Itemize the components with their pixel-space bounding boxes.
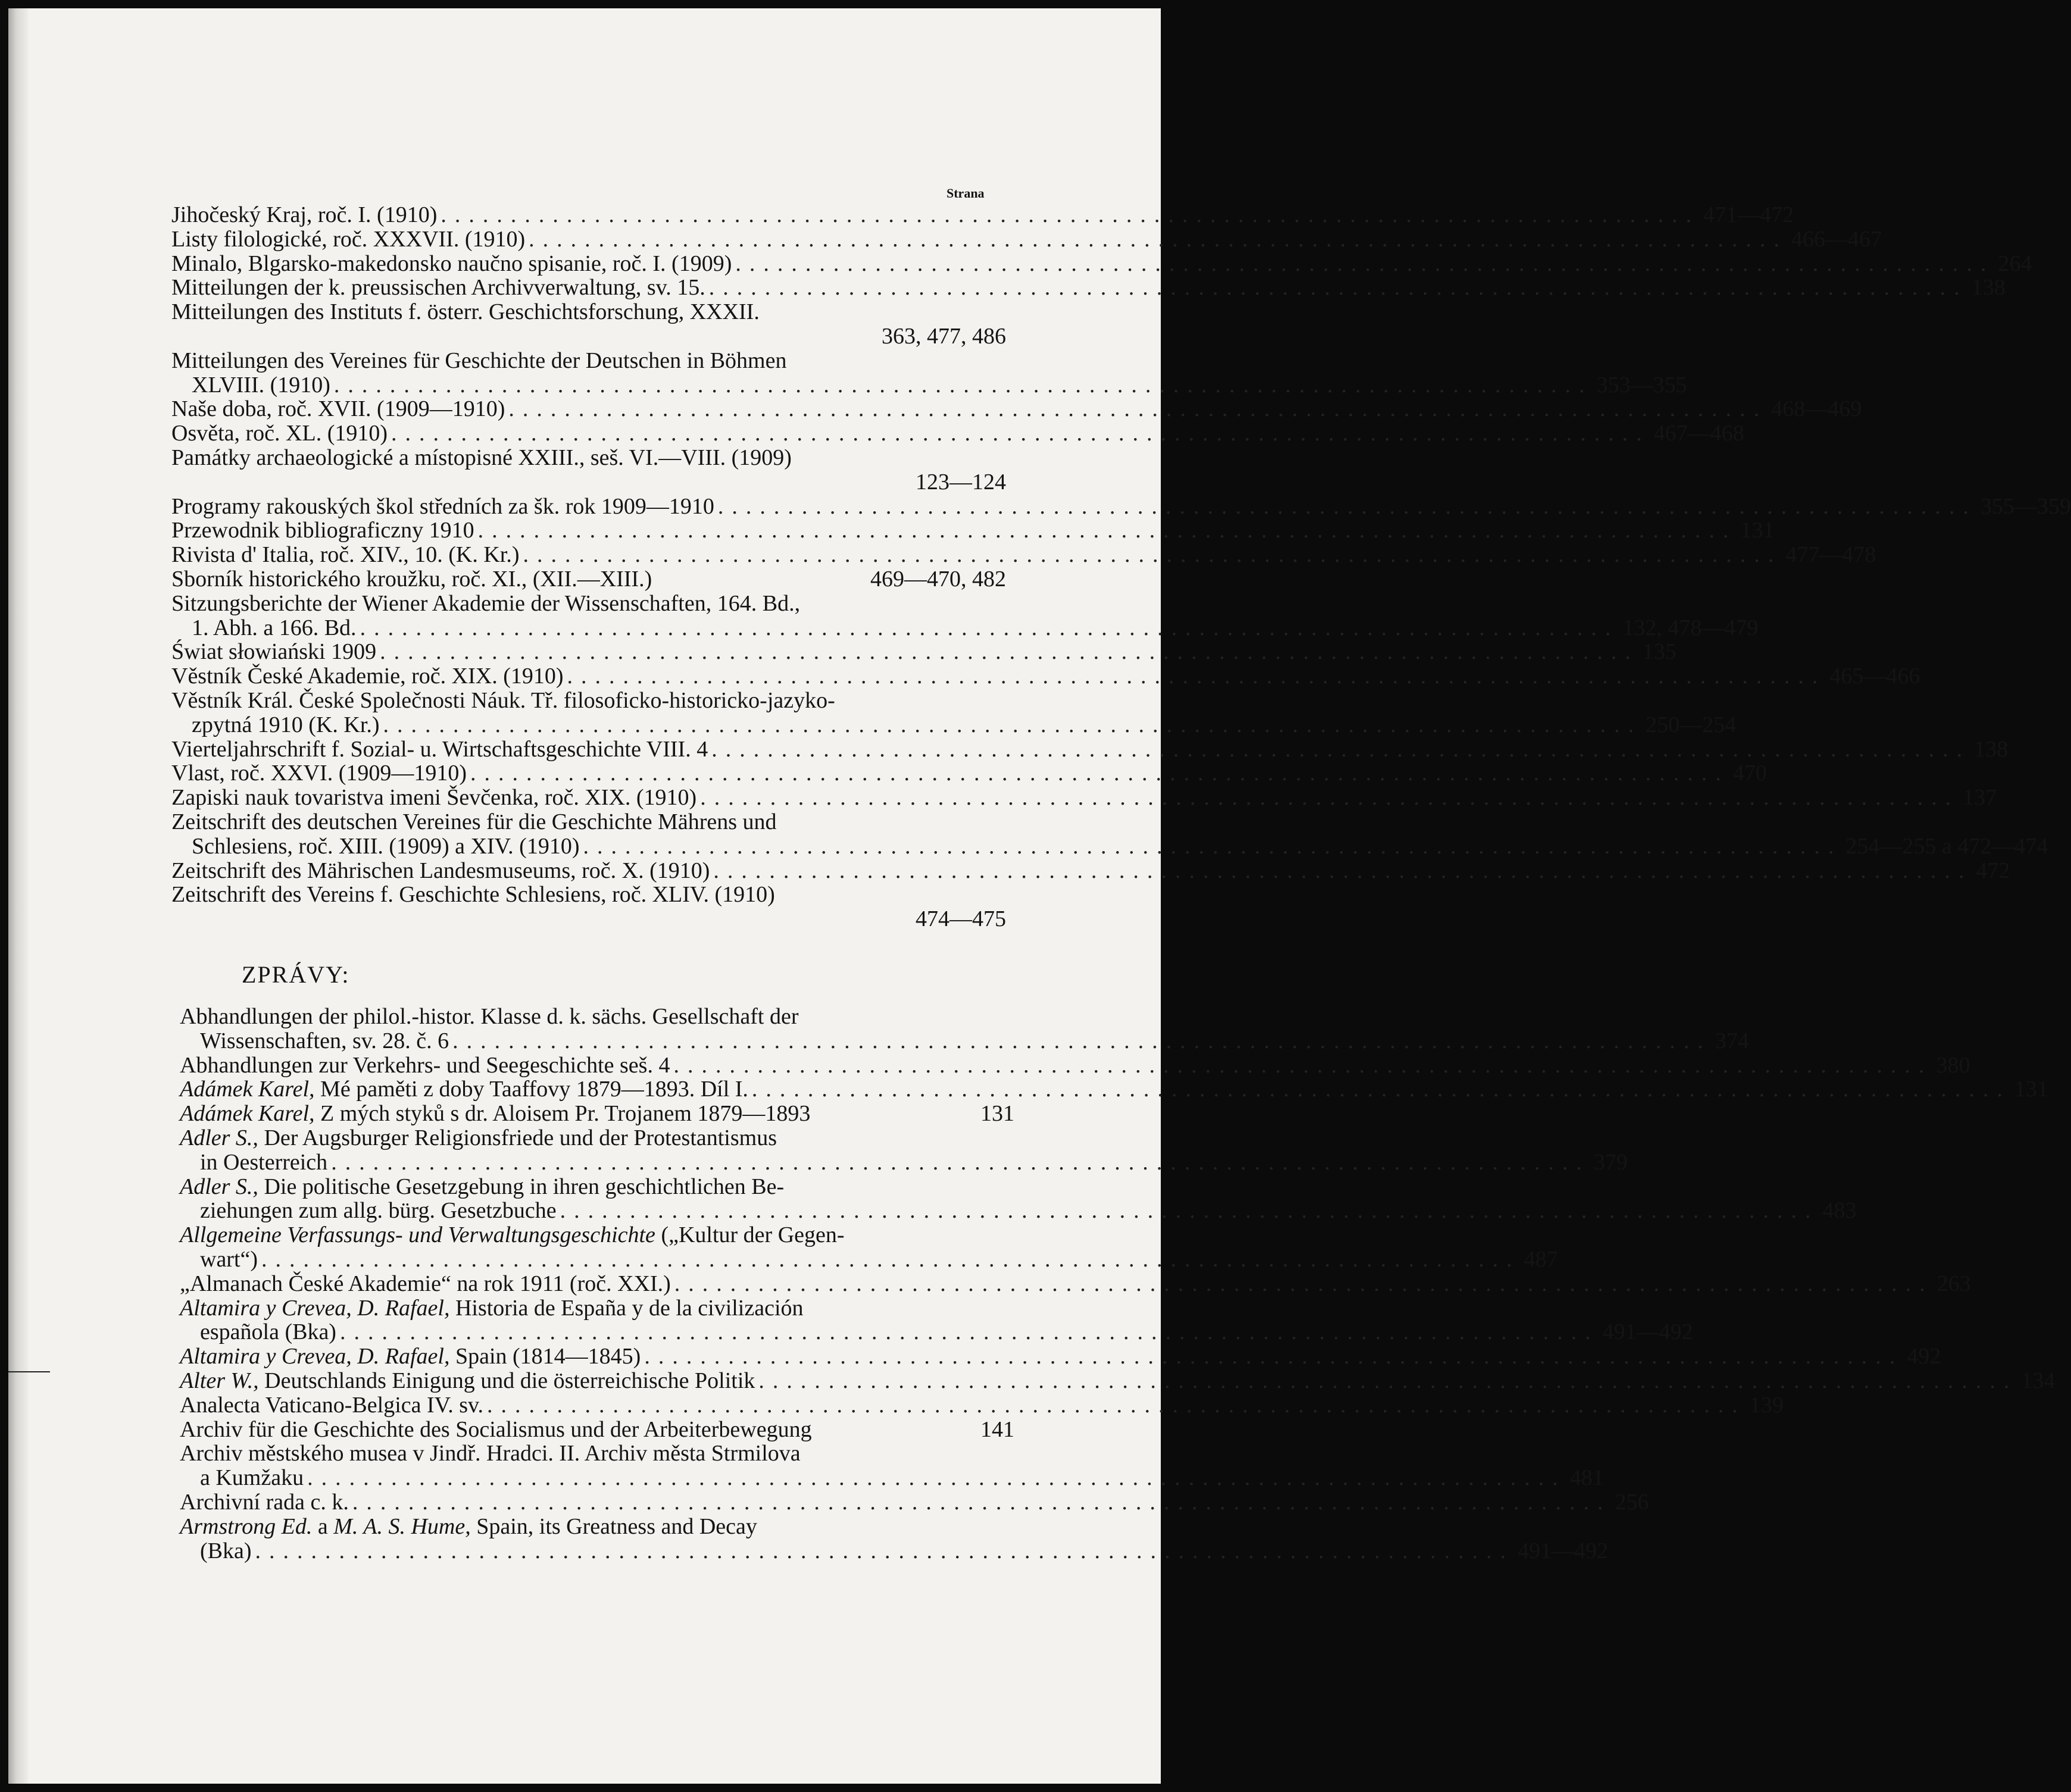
periodicals-entry — [171, 421, 1745, 446]
dot-leader: .......................................................................................... — [567, 664, 1826, 689]
reports-entry — [180, 1198, 1857, 1224]
entry-title: Mitteilungen des Instituts f. österr. Geschichtsforschung, XXXII. — [171, 299, 760, 325]
page-number: 263 — [1936, 1271, 1971, 1296]
periodicals-entry — [171, 518, 1775, 543]
page-number: 256 — [1614, 1489, 1649, 1515]
dot-leader: .......................................................................................... — [673, 1052, 1933, 1078]
periodicals-entry — [171, 470, 1006, 495]
entry-author: Adler S., — [180, 1125, 258, 1150]
entry-title: a Kumžaku — [200, 1465, 304, 1491]
dot-leader: .......................................................................................... — [452, 1028, 1712, 1053]
periodicals-entry — [171, 785, 1997, 811]
reports-entry — [180, 1441, 1014, 1466]
dot-leader: .......................................................................................... — [333, 372, 1593, 398]
entry-title: 474—475 — [916, 906, 1006, 932]
entry-text — [171, 495, 714, 519]
periodicals-entry — [171, 664, 1920, 689]
dot-leader: .......................................................................................... — [441, 202, 1700, 227]
dot-leader: .......................................................................................... — [360, 615, 1619, 640]
periodicals-entry — [171, 567, 1006, 592]
entry-author: Adler S., — [180, 1174, 258, 1199]
entry-title: Die politische Gesetzgebung in ihren geschichtlichen Be- — [258, 1174, 785, 1199]
entry-coauthor: M. A. S. Hume, — [333, 1513, 471, 1539]
entry-title: Minalo, Blgarsko-makedonsko naučno spisanie, roč. I. (1909) — [171, 251, 732, 276]
periodicals-entry — [171, 226, 1882, 252]
entry-title: a — [312, 1513, 334, 1539]
page-number: 472 — [1976, 858, 2010, 883]
page-number: 467—468 — [1654, 421, 1745, 446]
periodicals-entry — [171, 736, 2008, 762]
page-number: 470 — [1733, 761, 1767, 786]
entry-author: Adámek Karel, — [180, 1101, 315, 1127]
dot-leader: .......................................................................................... — [477, 518, 1737, 543]
entry-author: Adámek Karel, — [180, 1077, 315, 1102]
page-number: 264 — [1998, 251, 2032, 276]
entry-text — [171, 518, 474, 543]
entry-text — [180, 1272, 671, 1296]
entry-title: („Kultur der Gegen- — [655, 1222, 845, 1248]
entry-title: Schlesiens, roč. XIII. (1909) a XIV. (1910) — [192, 833, 580, 859]
entry-text — [916, 907, 1006, 931]
entry-title: Abhandlungen der philol.-histor. Klasse d. k. sächs. Gesellschaft der — [180, 1004, 799, 1029]
entry-text — [171, 300, 760, 324]
entry-text — [180, 1223, 845, 1247]
entry-text — [171, 810, 777, 834]
reports-entry — [180, 1028, 1750, 1053]
periodicals-entry — [171, 446, 1006, 470]
entry-title: zpytná 1910 (K. Kr.) — [192, 712, 380, 737]
dot-leader: .......................................................................................... — [758, 1368, 2018, 1393]
periodicals-entry — [171, 202, 1794, 227]
entry-title: Věstník Král. České Společnosti Náuk. Tř. filosoficko-historicko-jazyko- — [171, 687, 835, 713]
entry-text — [192, 713, 380, 737]
dot-leader: .......................................................................................... — [352, 1489, 1611, 1515]
entry-text — [171, 397, 505, 421]
entry-title: Naše doba, roč. XVII. (1909—1910) — [171, 396, 505, 422]
entry-text — [171, 567, 652, 592]
entry-title-cont: Spain, its Greatness and Decay — [470, 1513, 757, 1539]
entry-title: „Almanach České Akademie“ na rok 1911 (roč. XXI.) — [180, 1271, 671, 1296]
entry-author: Altamira y Crevea, D. Rafael, — [180, 1295, 450, 1321]
entry-text — [171, 883, 775, 907]
reports-entry — [180, 1077, 2048, 1102]
dot-leader: .......................................................................................... — [255, 1538, 1514, 1563]
page-number: 131 — [2014, 1077, 2048, 1102]
entry-text — [171, 640, 376, 664]
entry-text — [180, 1418, 812, 1442]
reports-entry — [180, 1515, 1014, 1539]
page-number: 132, 478—479 — [1622, 615, 1758, 640]
dot-leader: .......................................................................................... — [331, 1149, 1591, 1175]
page-number: 355—359 — [1980, 493, 2071, 519]
entry-title: Památky archaeologické a místopisné XXIII., seš. VI.—VIII. (1909) — [171, 445, 792, 470]
binding-shadow — [8, 8, 29, 1784]
entry-title: Vlast, roč. XXVI. (1909—1910) — [171, 761, 467, 786]
entry-text — [171, 543, 520, 567]
entry-title: Programy rakouských škol středních za šk. rok 1909—1910 — [171, 493, 714, 519]
entry-title: Archivní rada c. k. — [180, 1489, 349, 1515]
entry-text — [180, 1344, 641, 1369]
entry-text — [192, 373, 330, 398]
entry-text — [180, 1369, 755, 1393]
cut-mark — [8, 1371, 50, 1372]
entry-text — [192, 616, 357, 640]
entry-text — [171, 446, 792, 470]
entry-title: Zeitschrift des Vereins f. Geschichte Schlesiens, roč. XLIV. (1910) — [171, 882, 775, 908]
dot-leader: .......................................................................................... — [307, 1465, 1567, 1491]
entry-title: Sborník historického kroužku, roč. XI., (XII.—XIII.) — [171, 566, 652, 592]
entry-title: Z mých styků s dr. Aloisem Pr. Trojanem 1879—1893 — [314, 1101, 811, 1127]
dot-leader: .......................................................................................... — [380, 639, 1639, 665]
reports-entry — [180, 1344, 1941, 1369]
entry-text — [171, 786, 696, 810]
reports-entry — [180, 1368, 2056, 1393]
page-number: 379 — [1594, 1149, 1628, 1175]
reports-entry — [180, 1271, 1971, 1296]
entry-title: Wissenschaften, sv. 28. č. 6 — [200, 1028, 449, 1053]
page-number: 491—492 — [1517, 1538, 1608, 1563]
entry-title: Listy filologické, roč. XXXVII. (1910) — [171, 226, 526, 252]
page-number: 380 — [1936, 1052, 1970, 1078]
reports-entry — [180, 1149, 1628, 1175]
periodicals-entry — [171, 251, 2032, 276]
entry-text — [171, 859, 710, 883]
entry-title: (Bka) — [200, 1538, 252, 1563]
periodicals-entry — [171, 761, 1767, 786]
periodicals-entry — [171, 883, 1006, 907]
entry-text — [180, 1126, 777, 1150]
page-number: 131 — [980, 1101, 1014, 1127]
page-number: 492 — [1907, 1344, 1941, 1369]
entry-title: Osvěta, roč. XL. (1910) — [171, 421, 388, 446]
page-number: 477—478 — [1785, 542, 1876, 568]
reports-entry — [180, 1538, 1608, 1563]
dot-leader: .......................................................................................... — [470, 761, 1730, 786]
entry-text — [200, 1466, 304, 1490]
entry-author: Altamira y Crevea, D. Rafael, — [180, 1344, 450, 1369]
periodicals-entry — [171, 592, 1006, 616]
dot-leader: .......................................................................................... — [644, 1344, 1904, 1369]
periodicals-entry — [171, 639, 1677, 665]
entry-title: wart“) — [200, 1246, 258, 1272]
entry-text — [171, 276, 705, 300]
periodicals-entry — [171, 324, 1006, 349]
dot-leader: .......................................................................................... — [583, 833, 1842, 859]
dot-leader: .......................................................................................... — [717, 493, 1977, 519]
entry-title: Analecta Vaticano-Belgica IV. sv. — [180, 1392, 484, 1418]
entry-title: Sitzungsberichte der Wiener Akademie der Wissenschaften, 164. Bd., — [171, 590, 801, 616]
entry-title: Věstník České Akademie, roč. XIX. (1910) — [171, 664, 564, 689]
page-number: 466—467 — [1791, 226, 1882, 252]
entry-text — [180, 1441, 801, 1466]
entry-text — [171, 664, 564, 689]
entry-title: Przewodnik bibliograficzny 1910 — [171, 518, 474, 543]
entry-title: Archiv městského musea v Jindř. Hradci. II. Archiv města Strmilova — [180, 1441, 801, 1466]
reports-entry — [180, 1392, 1784, 1418]
entry-text — [171, 761, 467, 786]
entry-title: Spain (1814—1845) — [449, 1344, 641, 1369]
periodicals-entry — [171, 372, 1687, 398]
entry-author: Armstrong Ed. — [180, 1513, 313, 1539]
periodicals-entry — [171, 396, 1862, 422]
periodicals-list — [171, 202, 2071, 932]
periodicals-entry — [171, 689, 1006, 713]
page-number: 353—355 — [1596, 372, 1687, 398]
reports-entry — [180, 1246, 1558, 1272]
entry-title: 363, 477, 486 — [882, 323, 1006, 349]
page-number: 374 — [1715, 1028, 1750, 1053]
entry-title: Archiv für die Geschichte des Socialismus und der Arbeiterbewegung — [180, 1416, 812, 1442]
page-number: 138 — [1971, 275, 2006, 301]
entry-text — [200, 1150, 327, 1175]
dot-leader: .......................................................................................... — [487, 1392, 1747, 1418]
entry-text — [200, 1539, 252, 1563]
entry-text — [180, 1490, 349, 1515]
page-number: 138 — [1974, 736, 2008, 762]
dot-leader: .......................................................................................... — [529, 226, 1788, 252]
entry-text — [180, 1175, 784, 1199]
entry-title: Mitteilungen der k. preussischen Archivverwaltung, sv. 15. — [171, 275, 705, 301]
entry-title: Historia de España y de la civilización — [449, 1295, 804, 1321]
dot-leader: .......................................................................................... — [674, 1271, 1933, 1296]
entry-text — [180, 1296, 804, 1321]
entry-text — [171, 252, 732, 276]
entry-text — [180, 1005, 799, 1029]
entry-text — [180, 1077, 748, 1102]
entry-title: in Oesterreich — [200, 1149, 328, 1175]
entry-title: Vierteljahrschrift f. Sozial- u. Wirtschaftsgeschichte VIII. 4 — [171, 736, 708, 762]
page-number: 487 — [1524, 1246, 1558, 1272]
dot-leader: .......................................................................................... — [391, 421, 1651, 446]
reports-entry — [180, 1052, 1970, 1078]
dot-leader: .......................................................................................... — [523, 542, 1782, 568]
periodicals-entry — [171, 858, 2010, 883]
periodicals-entry — [171, 349, 1006, 373]
entry-title: Mé paměti z doby Taaffovy 1879—1893. Díl I. — [314, 1077, 748, 1102]
page-number: 141 — [980, 1416, 1014, 1442]
entry-text — [171, 421, 388, 446]
entry-text — [180, 1053, 670, 1078]
entry-title: 1. Abh. a 166. Bd. — [192, 615, 357, 640]
reports-list — [180, 1004, 2056, 1563]
page-number: 471—472 — [1703, 202, 1794, 227]
entry-title: 123—124 — [916, 469, 1006, 495]
entry-title: Jihočeský Kraj, roč. I. (1910) — [171, 202, 438, 227]
reports-entry — [180, 1175, 1014, 1199]
entry-text — [200, 1029, 449, 1053]
page-number: 468—469 — [1771, 396, 1862, 422]
entry-text — [882, 324, 1006, 349]
entry-title: Der Augsburger Religionsfriede und der Protestantismus — [258, 1125, 777, 1150]
entry-author: Allgemeine Verfassungs- und Verwaltungsgeschichte — [180, 1222, 655, 1248]
entry-title: Deutschlands Einigung und die österreichische Politik — [258, 1368, 755, 1393]
dot-leader: .......................................................................................... — [708, 275, 1968, 301]
page-number: 465—466 — [1829, 664, 1920, 689]
entry-text — [200, 1199, 557, 1223]
reports-entry — [180, 1126, 1014, 1150]
page-number: 491—492 — [1602, 1319, 1693, 1345]
dot-leader: .......................................................................................... — [383, 712, 1642, 737]
entry-text — [192, 834, 579, 859]
dot-leader: .......................................................................................... — [735, 251, 1995, 276]
page-number: 135 — [1642, 639, 1677, 665]
dot-leader: .......................................................................................... — [700, 785, 1960, 811]
entry-title: Abhandlungen zur Verkehrs- und Seegeschichte seš. 4 — [180, 1052, 670, 1078]
page-number: 134 — [2021, 1368, 2056, 1393]
reports-entry — [180, 1489, 1649, 1515]
reports-entry — [180, 1465, 1604, 1491]
dot-leader: .......................................................................................... — [713, 858, 1973, 883]
entry-title: Zeitschrift des Mährischen Landesmuseums, roč. X. (1910) — [171, 858, 710, 883]
reports-entry — [180, 1418, 1014, 1442]
periodicals-entry — [171, 275, 2006, 301]
page-number: 131 — [1740, 518, 1775, 543]
page-number: 250—254 — [1645, 712, 1736, 737]
entry-text — [171, 689, 835, 713]
entry-text — [171, 203, 437, 227]
periodicals-entry — [171, 615, 1758, 640]
entry-text — [200, 1320, 336, 1344]
reports-entry — [180, 1102, 1014, 1126]
entry-title: Rivista d' Italia, roč. XIV., 10. (K. Kr.) — [171, 542, 520, 568]
dot-leader: .......................................................................................... — [261, 1246, 1521, 1272]
page-number: 137 — [1963, 785, 1997, 811]
entry-text — [171, 737, 708, 762]
entry-text — [180, 1102, 810, 1126]
entry-text — [171, 592, 800, 616]
page-number: 139 — [1750, 1392, 1784, 1418]
page-column-header: Strana — [947, 186, 985, 201]
entry-title: Zapiski nauk tovaristva imeni Ševčenka, roč. XIX. (1910) — [171, 785, 697, 811]
entry-text — [180, 1515, 757, 1539]
entry-title: Zeitschrift des deutschen Vereines für die Geschichte Mährens und — [171, 809, 777, 834]
section-title-zpravy: ZPRÁVY: — [242, 961, 350, 988]
page-number: 483 — [1822, 1198, 1857, 1224]
entry-title: ziehungen zum allg. bürg. Gesetzbuche — [200, 1198, 557, 1224]
reports-entry — [180, 1296, 1014, 1321]
dot-leader: .......................................................................................... — [560, 1198, 1819, 1224]
page-number: 254—255 a 472—474 — [1845, 833, 2048, 859]
entry-title: española (Bka) — [200, 1319, 336, 1345]
entry-title: XLVIII. (1910) — [192, 372, 330, 398]
reports-entry — [180, 1319, 1693, 1345]
dot-leader: .......................................................................................... — [508, 396, 1768, 422]
periodicals-entry — [171, 833, 2048, 859]
periodicals-entry — [171, 300, 1006, 324]
periodicals-entry — [171, 712, 1736, 737]
periodicals-entry — [171, 542, 1876, 568]
dot-leader: .......................................................................................... — [751, 1077, 2011, 1102]
dot-leader: .......................................................................................... — [711, 736, 1971, 762]
entry-title: Świat słowiański 1909 — [171, 639, 377, 665]
reports-entry — [180, 1005, 1014, 1029]
entry-text — [200, 1247, 258, 1272]
page-number: 481 — [1570, 1465, 1604, 1491]
periodicals-entry — [171, 907, 1006, 931]
reports-entry — [180, 1223, 1014, 1247]
entry-title: Mitteilungen des Vereines für Geschichte der Deutschen in Böhmen — [171, 348, 787, 373]
page-number: 469—470, 482 — [870, 566, 1006, 592]
entry-text — [180, 1393, 483, 1418]
entry-text — [916, 470, 1006, 495]
entry-text — [171, 349, 786, 373]
dot-leader: .......................................................................................... — [339, 1319, 1599, 1345]
periodicals-entry — [171, 493, 2071, 519]
entry-text — [171, 227, 525, 252]
periodicals-entry — [171, 810, 1006, 834]
entry-author: Alter W., — [180, 1368, 259, 1393]
